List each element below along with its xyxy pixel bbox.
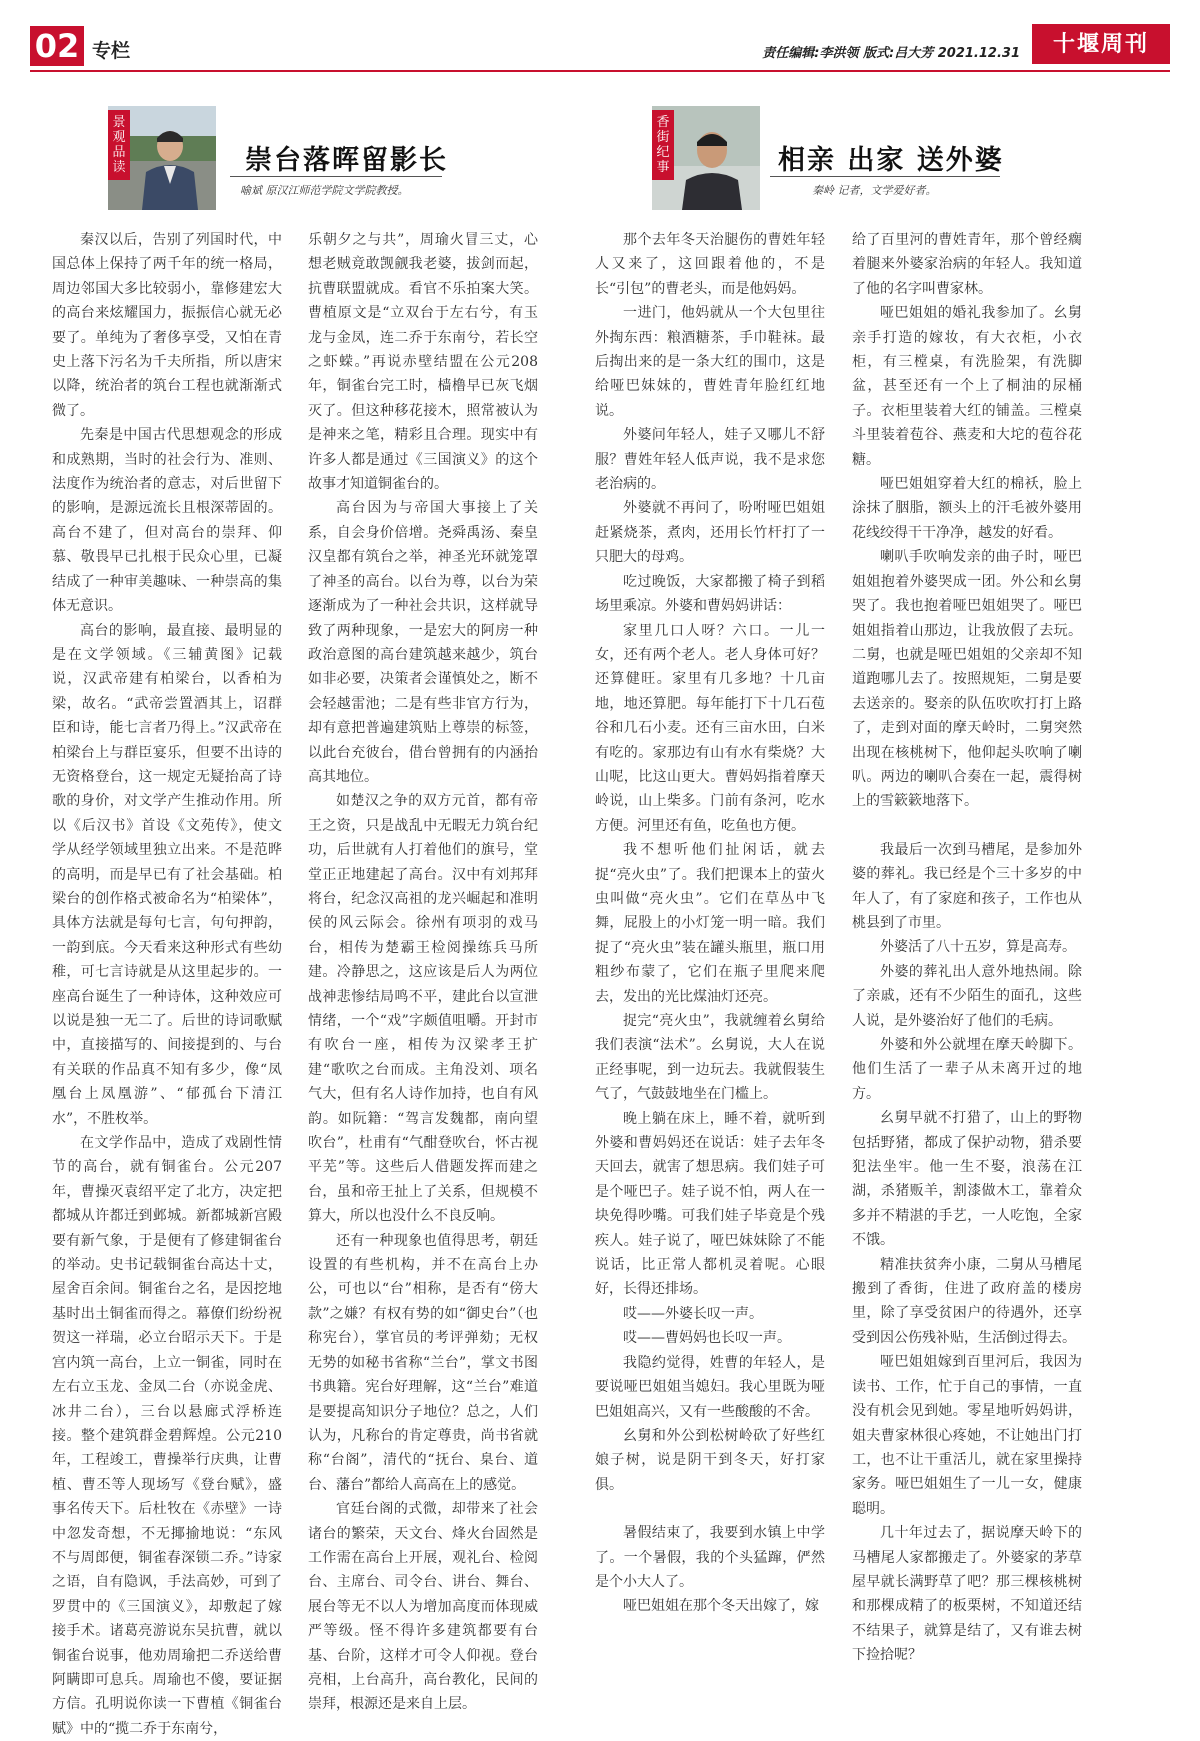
paragraph: 喇叭手吹响发亲的曲子时，哑巴姐姐抱着外婆哭成一团。外公和幺舅哭了。我也抱着哑巴姐姐哭了。哑巴姐姐指着山那边，让我放假了去玩。二舅，也就是哑巴姐姐的父亲却不知道跑哪儿去了。按照规矩，二舅是要去送亲的。娶亲的队伍吹吹打打上路了，走到对面的摩天岭时，二舅突然出现在核桃树下，他仰起头吹响了喇叭。两边的喇叭合奏在一起，震得树上的雪簌簌地落下。	[852, 549, 1082, 810]
byline-1: 喻斌 原汉江师范学院文学院教授。	[240, 184, 409, 197]
paragraph: 在文学作品中，造成了戏剧性情节的高台，就有铜雀台。公元207年，曹操灭袁绍平定了北方，决定把都城从许都迁到邺城。新都城新宫殿要有新气象，于是便有了修建铜雀台的举动。史书记载铜雀台高达十丈，屋舍百余间。铜雀台之名，是因挖地基时出土铜雀而得之。幕僚们纷纷祝贺这一祥瑞，必立台昭示天下。于是宫内筑一高台，上立一铜雀，同时在左右立玉龙、金凤二台（亦说金虎、冰井二台），三台以悬廊式浮桥连接。整个建筑群金碧辉煌。公元210年，工程竣工，曹操举行庆典，让曹植、曹丕等人现场写《登台赋》，盛事名传天下。后杜牧在《赤壁》一诗中忽发奇想，不无揶揄地说：“东风不与周郎便，铜雀春深锁二乔。”诗家之语，自有隐讽，手法高妙，可到了罗贯中的《三国演义》，却敷起了嫁接手术。诸葛亮游说东吴抗曹，就以铜雀台说事，他劝周瑜把二乔送给曹阿瞒即可息兵。周瑜也不傻，要证据方信。孔明说你读一下曹植《铜雀台赋》中的“揽二乔于东南兮，	[52, 1135, 282, 1737]
paragraph: 一进门，他妈就从一个大包里往外掏东西：粮酒糖茶，手巾鞋袜。最后掏出来的是一条大红的围巾，这是给哑巴妹妹的，曹姓青年脸红红地说。	[595, 305, 825, 419]
text-column-3	[595, 228, 825, 1688]
paragraph: 外婆活了八十五岁，算是高寿。	[880, 939, 1076, 956]
paragraph: 高台因为与帝国大事接上了关系，自会身价倍增。尧舜禹汤、秦皇汉皇都有筑台之举，神圣光环就笼罩了神圣的高台。以台为尊，以台为荣逐渐成为了一种社会共识，这样就导致了两种现象，一是宏大的阿房一种政治意图的高台建筑越来越少，筑台如非必要，决策者会谨慎处之，断不会轻越雷池；二是有些非官方行为，却有意把普遍建筑贴上尊崇的标签，以此台充彼台，借台曾拥有的内涵抬高其地位。	[308, 500, 538, 785]
text-column-1	[52, 228, 282, 1737]
text-column-4	[852, 228, 1082, 1688]
section-label: 专栏	[92, 40, 131, 62]
paragraph: 捉完“亮火虫”，我就缠着幺舅给我们表演“法术”。幺舅说，大人在说正经事呢，到一边玩去。我就假装生气了，气鼓鼓地坐在门槛上。	[595, 1013, 825, 1103]
paragraph: 幺舅早就不打猎了，山上的野物包括野猪，都成了保护动物，猎杀要犯法坐牢。他一生不娶，浪荡在江湖，杀猪贩羊，割漆做木工，靠着众多并不精湛的手艺，一人吃饱，全家不饿。	[852, 1110, 1082, 1249]
paragraph: 精准扶贫奔小康，二舅从马槽尾搬到了香街，住进了政府盖的楼房里，除了享受贫困户的待遇外，还享受到因公伤残补贴，生活倒过得去。	[852, 1256, 1082, 1346]
title-rule-2	[770, 176, 1000, 177]
paragraph: 哑巴姐姐在那个冬天出嫁了，嫁	[623, 1598, 819, 1615]
paragraph: 我隐约觉得，姓曹的年轻人，是要说哑巴姐姐当媳妇。我心里既为哑巴姐姐高兴，又有一些酸酸的不舍。	[595, 1354, 825, 1420]
page-header	[30, 20, 1170, 70]
paragraph: 哑巴姐姐的婚礼我参加了。幺舅亲手打造的嫁妆，有大衣柜，小衣柜，有三樘桌，有洗脸架，有洗脚盆，甚至还有一个上了桐油的尿桶子。衣柜里装着大红的铺盖。三樘桌斗里装着苞谷、燕麦和大坨的苞谷花糖。	[852, 305, 1082, 468]
header-rule	[30, 70, 1170, 72]
masthead-logo: 十堰周刊	[1032, 24, 1170, 64]
paragraph: 哎——曹妈妈也长叹一声。	[623, 1330, 791, 1347]
title-rule-1	[230, 176, 442, 177]
paragraph: 我最后一次到马槽尾，是参加外婆的葬礼。我已经是个三十多岁的中年人了，有了家庭和孩子，工作也从桃县到了市里。	[852, 841, 1082, 931]
paragraph: 官廷台阁的式微，却带来了社会诸台的繁荣，天文台、烽火台固然是工作需在高台上开展，观礼台、检阅台、主席台、司令台、讲台、舞台、展台等无不以人为增加高度而体现威严等级。怪不得许多建筑都要有台基、台阶，这样才可令人仰视。登台亮相，上台高升，高台教化，民间的崇拜，根源还是来自上层。	[308, 1501, 538, 1713]
paragraph: 晚上躺在床上，睡不着，就听到外婆和曹妈妈还在说话：娃子去年冬天回去，就害了想思病。我们娃子可是个哑巴子。娃子说不怕，两人在一块免得吵嘴。可我们娃子毕竟是个残疾人。娃子说了，哑巴妹妹除了不能说话，比正常人都机灵着呢。心眼好，长得还排场。	[595, 1110, 825, 1298]
page-number: 02	[30, 26, 84, 66]
byline-2: 秦岭 记者，文学爱好者。	[812, 184, 937, 197]
column-tag-jingguan-pindu: 景 观 品 读	[108, 110, 130, 180]
paragraph: 高台的影响，最直接、最明显的是在文学领域。《三辅黄图》记载说，汉武帝建有柏梁台，以香柏为梁，故名。“武帝尝置酒其上，诏群臣和诗，能七言者乃得上。”汉武帝在柏梁台上与群臣宴乐，但要不出诗的无资格登台，这一规定无疑抬高了诗歌的身价，对文学产生推动作用。所以《后汉书》首设《文苑传》，使文学从经学领域里独立出来。不是范晔的高明，而是早已有了社会基础。柏梁台的创作格式被命名为“柏梁体”，具体方法就是每句七言，句句押韵，一韵到底。今天看来这种形式有些幼稚，可七言诗就是从这里起步的。一座高台诞生了一种诗体，这种效应可以说是独一无二了。后世的诗词歌赋中，直接描写的、间接提到的、与台有关联的作品真不知有多少，像“凤凰台上凤凰游”、“郁孤台下清江水”，不胜枚举。	[52, 622, 282, 1127]
editor-credits: 责任编辑:李洪领 版式:吕大芳 2021.12.31	[762, 46, 1020, 61]
paragraph: 乐朝夕之与共”，周瑜火冒三丈，心想老贼竟敢觊觎我老婆，拔剑而起，抗曹联盟就成。看官不乐拍案大笑。曹植原文是“立双台于左右兮，有玉龙与金凤，连二乔于东南兮，若长空之虾蝾。”再说赤壁结盟在公元208年，铜雀台完工时，樯橹早已灰飞烟灭了。但这种移花接木，照常被认为是神来之笔，精彩且合理。现实中有许多人都是通过《三国演义》的这个故事才知道铜雀台的。	[308, 232, 538, 493]
paragraph: 外婆的葬礼出人意外地热闹。除了亲戚，还有不少陌生的面孔，这些人说，是外婆治好了他们的毛病。	[852, 963, 1082, 1029]
paragraph: 家里几口人呀？六口。一儿一女，还有两个老人。老人身体可好？还算健旺。家里有几多地？十几亩地，地还算肥。每年能打下十几石苞谷和几石小麦。还有三亩水田，白米有吃的。家那边有山有水有柴烧？大山呢，比这山更大。曹妈妈指着摩天岭说，山上柴多。门前有条河，吃水方便。河里还有鱼，吃鱼也方便。	[595, 622, 825, 834]
paragraph: 吃过晚饭，大家都搬了椅子到稻场里乘凉。外婆和曹妈妈讲话：	[595, 573, 825, 615]
paragraph: 秦汉以后，告别了列国时代，中国总体上保持了两千年的统一格局，周边邻国大多比较弱小，靠修建宏大的高台来炫耀国力，振振信心就无必要了。单纯为了奢侈享受，又怕在青史上落下污名为千夫所指，所以唐宋以降，统治者的筑台工程也就渐渐式微了。	[52, 232, 282, 419]
text-column-2	[308, 228, 538, 1713]
paragraph: 先秦是中国古代思想观念的形成和成熟期，当时的社会行为、准则、法度作为统治者的意志，对后世留下的影响，是源远流长且根深蒂固的。高台不建了，但对高台的崇拜、仰慕、敬畏早已扎根于民众心里，已凝结成了一种审美趣味、一种崇高的集体无意识。	[52, 427, 282, 615]
column-tag-xiangjie-jishi: 香 街 纪 事	[652, 110, 674, 180]
paragraph: 哑巴姐姐穿着大红的棉袄，脸上涂抹了胭脂，额头上的汗毛被外婆用花线绞得干干净净，越发的好看。	[852, 476, 1082, 541]
paragraph: 幺舅和外公到松树岭砍了好些红娘子树，说是阴干到冬天，好打家俱。	[595, 1427, 825, 1493]
paragraph: 外婆和外公就埋在摩天岭脚下。他们生活了一辈子从未离开过的地方。	[852, 1037, 1082, 1102]
paragraph: 我不想听他们扯闲话，就去捉“亮火虫”了。我们把课本上的萤火虫叫做“亮火虫”。它们在草丛中飞舞，屁股上的小灯笼一明一暗。我们捉了“亮火虫”装在罐头瓶里，瓶口用粗纱布蒙了，它们在瓶子里爬来爬去，发出的光比煤油灯还亮。	[595, 842, 825, 1005]
paragraph: 给了百里河的曹姓青年，那个曾经瘸着腿来外婆家治病的年轻人。我知道了他的名字叫曹家林。	[852, 232, 1082, 297]
paragraph: 几十年过去了，据说摩天岭下的马槽尾人家都搬走了。外婆家的茅草屋早就长满野草了吧？那三棵核桃树和那棵成精了的板栗树，不知道还结不结果子，就算是结了，又有谁去树下捡拾呢？	[852, 1525, 1082, 1664]
paragraph: 外婆问年轻人，娃子又哪儿不舒服？曹姓年轻人低声说，我不是求您老治病的。	[595, 427, 825, 493]
paragraph: 暑假结束了，我要到水镇上中学了。一个暑假，我的个头猛蹿，俨然是个小大人了。	[595, 1525, 825, 1590]
paragraph: 哑巴姐姐嫁到百里河后，我因为读书、工作，忙于自己的事情，一直没有机会见到她。零星地听妈妈讲，姐夫曹家林很心疼她，不让她出门打工，也不让干重活儿，就在家里操持家务。哑巴姐姐生了一儿一女，健康聪明。	[852, 1354, 1082, 1517]
article-title-1: 崇台落晖留影长	[245, 145, 448, 176]
paragraph: 外婆就不再问了，吩咐哑巴姐姐赶紧烧茶，煮肉，还用长竹杆打了一只肥大的母鸡。	[595, 500, 825, 566]
paragraph: 哎——外婆长叹一声。	[623, 1305, 763, 1322]
paragraph: 还有一种现象也值得思考，朝廷设置的有些机构，并不在高台上办公，可也以“台”相称，是否有“傍大款”之嫌？有权有势的如“御史台”（也称宪台），掌官员的考评弹劾；无权无势的如秘书省称“兰台”，掌文书图书典籍。宪台好理解，这“兰台”难道是要提高知识分子地位？总之，人们认为，凡称台的肯定尊贵，尚书省就称“台阁”，清代的“抚台、臬台、道台、藩台”都给人高高在上的感觉。	[308, 1232, 538, 1493]
paragraph: 那个去年冬天治腿伤的曹姓年轻人又来了，这回跟着他的，不是长“引包”的曹老头，而是他妈妈。	[595, 232, 825, 297]
article-title-2: 相亲 出家 送外婆	[778, 145, 1004, 176]
paragraph: 如楚汉之争的双方元首，都有帝王之资，只是战乱中无暇无力筑台纪功，后世就有人打着他们的旗号，堂堂正正地建起了高台。汉中有刘邦拜将台，纪念汉高祖的龙兴崛起和准明侯的风云际会。徐州有项羽的戏马台，相传为楚霸王检阅操练兵马所建。冷静思之，这应该是后人为两位战神悲惨结局鸣不平，建此台以宣泄情绪，一个“戏”字颇值咀嚼。开封市有吹台一座，相传为汉梁孝王扩建“歌吹之台而成。主角没刘、项名气大，但有名人诗作加持，也自有风韵。如阮籍：“驾言发魏都，南向望吹台”，杜甫有“气酣登吹台，怀古视平芜”等。这些后人借题发挥而建之台，虽和帝王扯上了关系，但规模不算大，所以也没什么不良反响。	[308, 793, 538, 1225]
